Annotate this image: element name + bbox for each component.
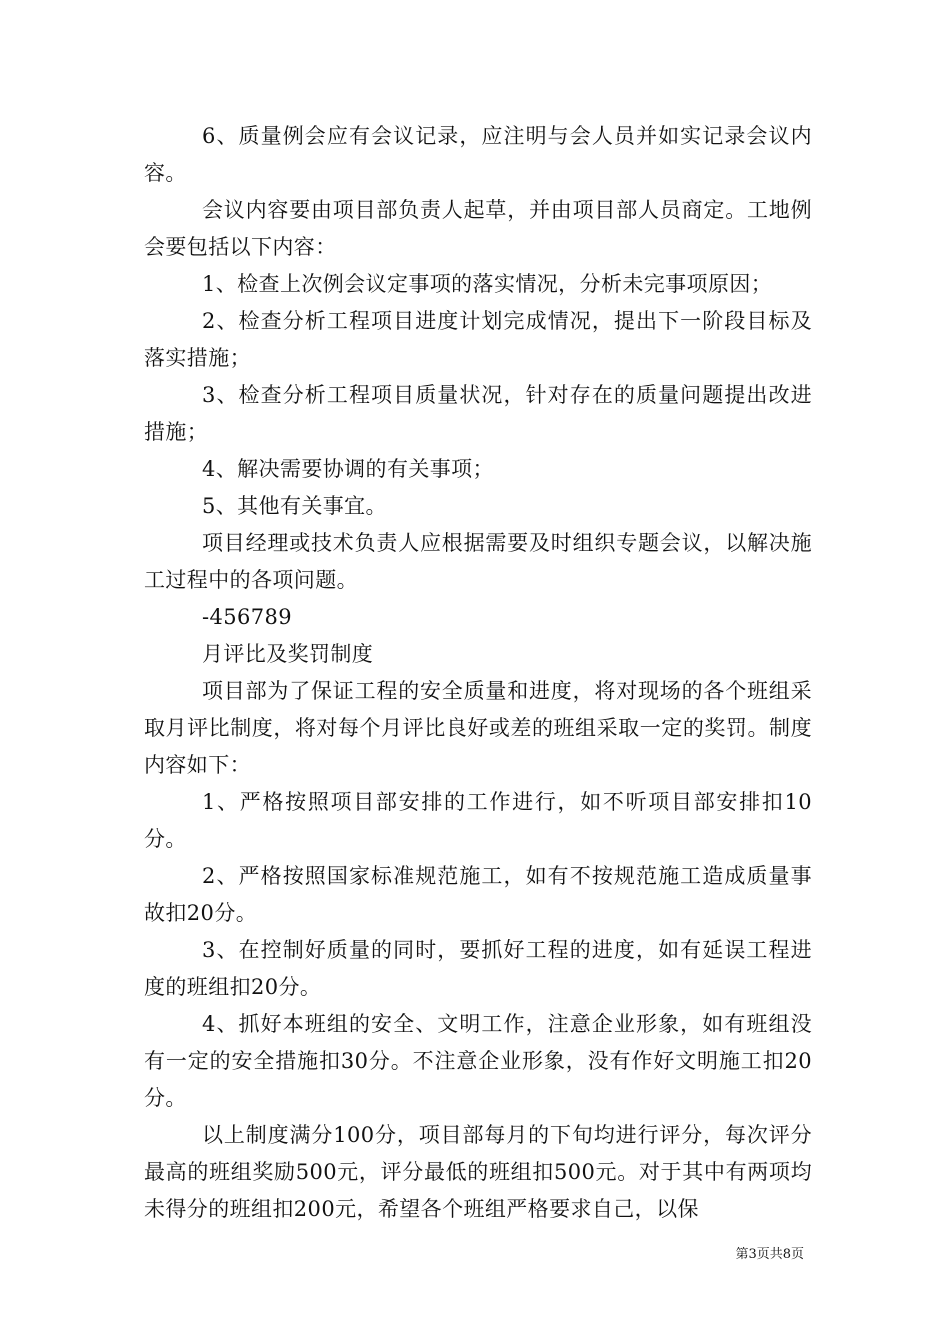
paragraph-item-2: 2、检查分析工程项目进度计划完成情况，提出下一阶段目标及落实措施； — [144, 309, 812, 370]
paragraph-meeting-content: 会议内容要由项目部负责人起草，并由项目部人员商定。工地例会要包括以下内容： — [144, 198, 812, 259]
paragraph-rule-4: 4、抓好本班组的安全、文明工作，注意企业形象，如有班组没有一定的安全措施扣30分。不注意企业形象，没有作好文明施工扣20分。 — [144, 1012, 812, 1110]
document-body — [144, 118, 812, 1228]
paragraph-meeting-record: 6、质量例会应有会议记录，应注明与会人员并如实记录会议内容。 — [144, 124, 812, 185]
paragraph-evaluation-intro: 项目部为了保证工程的安全质量和进度，将对现场的各个班组采取月评比制度，将对每个月评比良好或差的班组采取一定的奖罚。制度内容如下： — [144, 679, 812, 777]
paragraph-item-5: 5、其他有关事宜。 — [202, 494, 387, 518]
paragraph-scoring: 以上制度满分100分，项目部每月的下旬均进行评分，每次评分最高的班组奖励500元，评分最低的班组扣500元。对于其中有两项均未得分的班组扣200元，希望各个班组严格要求自己，以保 — [144, 1123, 812, 1221]
paragraph-item-3: 3、检查分析工程项目质量状况，针对存在的质量问题提出改进措施； — [144, 383, 812, 444]
paragraph-rule-1: 1、严格按照项目部安排的工作进行，如不听项目部安排扣10分。 — [144, 790, 812, 851]
section-title-monthly-evaluation: 月评比及奖罚制度 — [202, 642, 374, 666]
paragraph-code: -456789 — [202, 605, 293, 629]
paragraph-item-4: 4、解决需要协调的有关事项； — [202, 457, 494, 481]
paragraph-rule-3: 3、在控制好质量的同时，要抓好工程的进度，如有延误工程进度的班组扣20分。 — [144, 938, 812, 999]
paragraph-special-meeting: 项目经理或技术负责人应根据需要及时组织专题会议，以解决施工过程中的各项问题。 — [144, 531, 812, 592]
paragraph-item-1: 1、检查上次例会议定事项的落实情况，分析未完事项原因； — [202, 272, 773, 296]
paragraph-rule-2: 2、严格按照国家标准规范施工，如有不按规范施工造成质量事故扣20分。 — [144, 864, 812, 925]
page-number: 第3页共8页 — [735, 1247, 804, 1262]
